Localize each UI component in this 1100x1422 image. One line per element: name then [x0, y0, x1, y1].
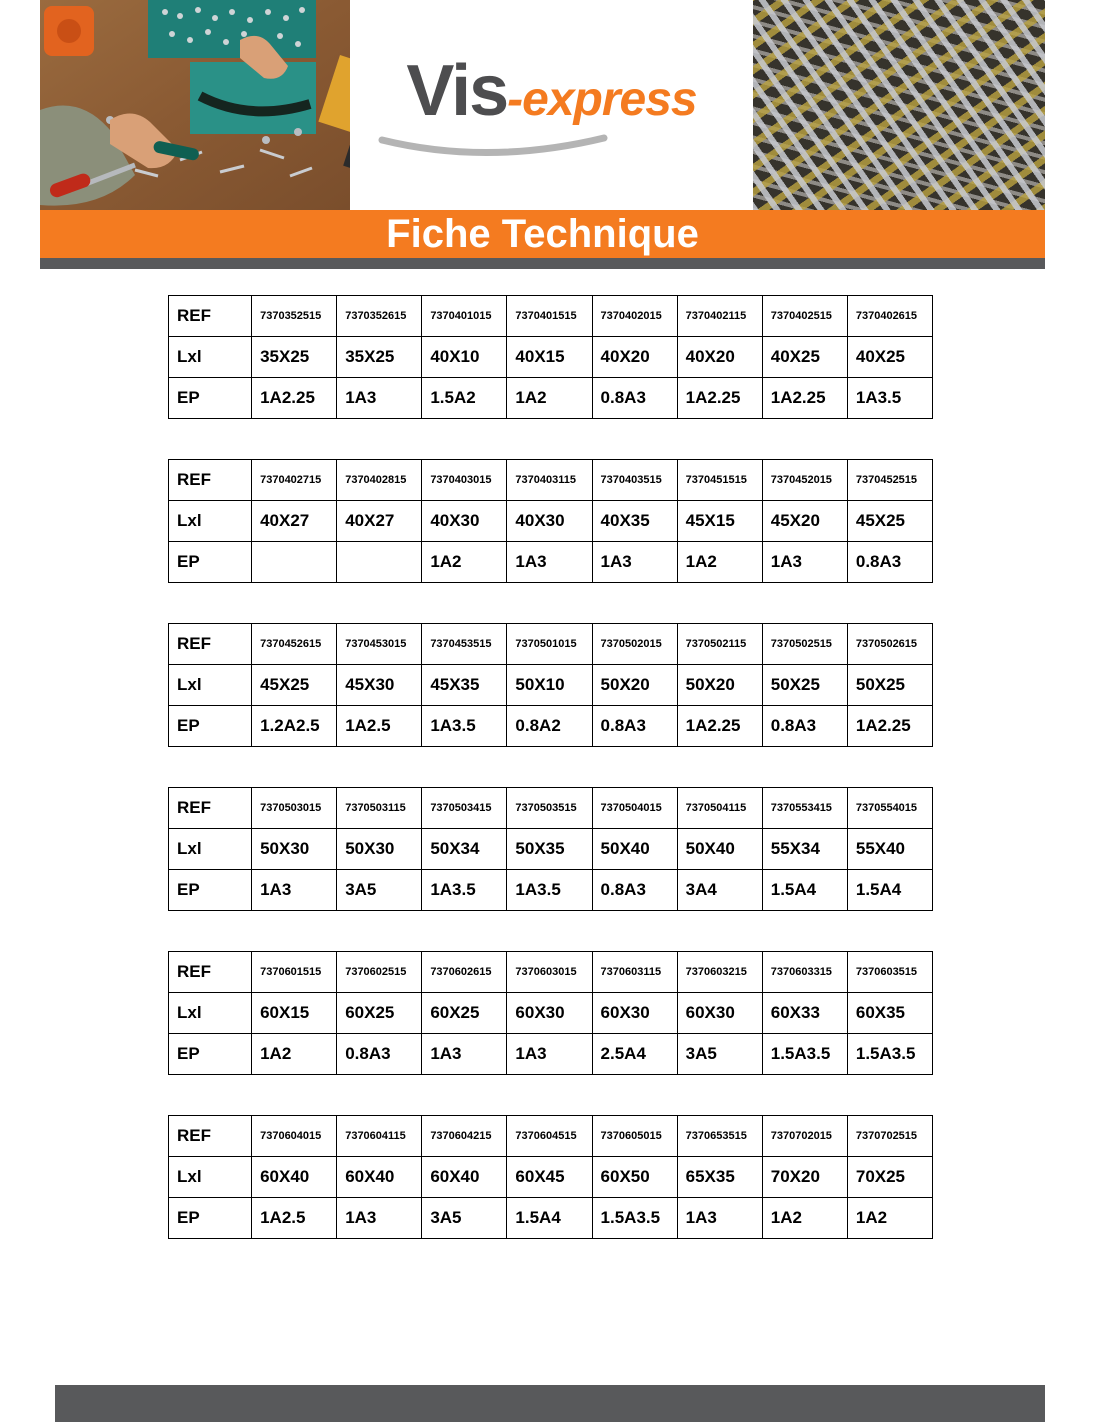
spec-table — [168, 787, 933, 911]
ep-cell: 1A2.25 — [762, 378, 847, 419]
ep-cell: 1.5A3.5 — [762, 1034, 847, 1075]
ref-cell: 7370702515 — [847, 1116, 932, 1157]
ref-cell: 7370402115 — [677, 296, 762, 337]
ep-cell: 1A3 — [507, 1034, 592, 1075]
ref-cell: 7370402615 — [847, 296, 932, 337]
ep-cell: 3A5 — [337, 870, 422, 911]
spec-table — [168, 951, 933, 1075]
lxl-cell: 40X35 — [592, 501, 677, 542]
ref-cell: 7370403115 — [507, 460, 592, 501]
ref-cell: 7370604015 — [252, 1116, 337, 1157]
ref-cell: 7370503115 — [337, 788, 422, 829]
ep-cell: 0.8A3 — [762, 706, 847, 747]
lxl-cell: 60X25 — [337, 993, 422, 1034]
ep-cell: 1.5A2 — [422, 378, 507, 419]
workbench-photo — [40, 0, 350, 210]
logo-vis: Vis — [406, 51, 508, 131]
ref-cell: 7370452015 — [762, 460, 847, 501]
row-label-ep: EP — [169, 542, 252, 583]
lxl-cell: 50X35 — [507, 829, 592, 870]
row-label-ep: EP — [169, 706, 252, 747]
table-row-lxl — [169, 501, 933, 542]
ep-cell: 1A3.5 — [422, 870, 507, 911]
ep-cell: 2.5A4 — [592, 1034, 677, 1075]
lxl-cell: 60X35 — [847, 993, 932, 1034]
ref-cell: 7370402715 — [252, 460, 337, 501]
lxl-cell: 40X27 — [252, 501, 337, 542]
lxl-cell: 50X40 — [592, 829, 677, 870]
table-row-ref — [169, 296, 933, 337]
ep-cell: 1A3 — [337, 1198, 422, 1239]
ref-cell: 7370453515 — [422, 624, 507, 665]
lxl-cell: 50X25 — [762, 665, 847, 706]
row-label-lxl: Lxl — [169, 665, 252, 706]
lxl-cell: 45X30 — [337, 665, 422, 706]
banner-underline — [40, 258, 1045, 269]
lxl-cell: 60X40 — [422, 1157, 507, 1198]
lxl-cell: 45X15 — [677, 501, 762, 542]
ep-cell: 0.8A3 — [592, 378, 677, 419]
ep-cell: 1A2.25 — [252, 378, 337, 419]
row-label-lxl: Lxl — [169, 993, 252, 1034]
row-label-ref: REF — [169, 788, 252, 829]
ep-cell: 1A3 — [762, 542, 847, 583]
lxl-cell: 45X35 — [422, 665, 507, 706]
lxl-cell: 50X10 — [507, 665, 592, 706]
lxl-cell: 60X15 — [252, 993, 337, 1034]
lxl-cell: 45X25 — [252, 665, 337, 706]
ep-cell: 1.5A4 — [507, 1198, 592, 1239]
ref-cell: 7370452515 — [847, 460, 932, 501]
ep-cell: 1.5A4 — [847, 870, 932, 911]
ref-cell: 7370503515 — [507, 788, 592, 829]
spec-table — [168, 459, 933, 583]
logo — [350, 0, 753, 210]
table-row-ref — [169, 1116, 933, 1157]
lxl-cell: 70X25 — [847, 1157, 932, 1198]
lxl-cell: 40X15 — [507, 337, 592, 378]
lxl-cell: 40X25 — [847, 337, 932, 378]
row-label-lxl: Lxl — [169, 337, 252, 378]
spec-table — [168, 295, 933, 419]
table-row-ep — [169, 378, 933, 419]
table-row-lxl — [169, 993, 933, 1034]
ref-cell: 7370503415 — [422, 788, 507, 829]
table-row-lxl — [169, 1157, 933, 1198]
lxl-cell: 50X25 — [847, 665, 932, 706]
lxl-cell: 50X34 — [422, 829, 507, 870]
ep-cell: 1A3 — [252, 870, 337, 911]
table-row-lxl — [169, 337, 933, 378]
lxl-cell: 70X20 — [762, 1157, 847, 1198]
ep-cell: 1A2.25 — [677, 706, 762, 747]
ep-cell: 1A3.5 — [847, 378, 932, 419]
ep-cell: 1A3 — [337, 378, 422, 419]
ep-cell: 3A4 — [677, 870, 762, 911]
row-label-ep: EP — [169, 870, 252, 911]
table-row-ep — [169, 542, 933, 583]
table-row-ep — [169, 1198, 933, 1239]
ref-cell: 7370453015 — [337, 624, 422, 665]
ref-cell: 7370502515 — [762, 624, 847, 665]
ref-cell: 7370702015 — [762, 1116, 847, 1157]
lxl-cell: 60X25 — [422, 993, 507, 1034]
ep-cell: 0.8A3 — [592, 870, 677, 911]
ref-cell: 7370503015 — [252, 788, 337, 829]
banner — [40, 210, 1045, 258]
lxl-cell: 55X40 — [847, 829, 932, 870]
ep-cell: 1.5A4 — [762, 870, 847, 911]
lxl-cell: 35X25 — [337, 337, 422, 378]
row-label-ref: REF — [169, 1116, 252, 1157]
lxl-cell: 65X35 — [677, 1157, 762, 1198]
lxl-cell: 40X27 — [337, 501, 422, 542]
lxl-cell: 60X30 — [677, 993, 762, 1034]
ref-cell: 7370352615 — [337, 296, 422, 337]
row-label-ref: REF — [169, 624, 252, 665]
ref-cell: 7370402815 — [337, 460, 422, 501]
ref-cell: 7370502115 — [677, 624, 762, 665]
lxl-cell: 60X30 — [592, 993, 677, 1034]
lxl-cell: 45X20 — [762, 501, 847, 542]
ref-cell: 7370605015 — [592, 1116, 677, 1157]
ep-cell: 1.2A2.5 — [252, 706, 337, 747]
lxl-cell: 50X20 — [592, 665, 677, 706]
lxl-cell: 40X30 — [507, 501, 592, 542]
ref-cell: 7370604215 — [422, 1116, 507, 1157]
table-row-ep — [169, 1034, 933, 1075]
ep-cell: 1A2 — [762, 1198, 847, 1239]
ep-cell: 0.8A3 — [847, 542, 932, 583]
footer-bar — [55, 1385, 1045, 1422]
ep-cell: 0.8A2 — [507, 706, 592, 747]
lxl-cell: 55X34 — [762, 829, 847, 870]
row-label-ep: EP — [169, 1034, 252, 1075]
ep-cell: 1A3 — [677, 1198, 762, 1239]
ref-cell: 7370604115 — [337, 1116, 422, 1157]
ref-cell: 7370451515 — [677, 460, 762, 501]
ep-cell: 1.5A3.5 — [592, 1198, 677, 1239]
lxl-cell: 50X20 — [677, 665, 762, 706]
ref-cell: 7370554015 — [847, 788, 932, 829]
spec-table — [168, 623, 933, 747]
lxl-cell: 40X20 — [677, 337, 762, 378]
ep-cell: 0.8A3 — [592, 706, 677, 747]
ref-cell: 7370501015 — [507, 624, 592, 665]
ep-cell: 1A2.5 — [252, 1198, 337, 1239]
lxl-cell: 40X25 — [762, 337, 847, 378]
ep-cell — [252, 542, 337, 583]
ep-cell: 1A2.5 — [337, 706, 422, 747]
ep-cell — [337, 542, 422, 583]
table-row-ep — [169, 870, 933, 911]
table-row-ep — [169, 706, 933, 747]
ref-cell: 7370603315 — [762, 952, 847, 993]
lxl-cell: 40X10 — [422, 337, 507, 378]
ref-cell: 7370601515 — [252, 952, 337, 993]
ref-cell: 7370502615 — [847, 624, 932, 665]
table-row-ref — [169, 624, 933, 665]
ref-cell: 7370403515 — [592, 460, 677, 501]
tables-area — [168, 295, 934, 1279]
ep-cell: 1A3 — [422, 1034, 507, 1075]
table-row-ref — [169, 460, 933, 501]
lxl-cell: 50X30 — [337, 829, 422, 870]
ep-cell: 1A3.5 — [507, 870, 592, 911]
ref-cell: 7370402515 — [762, 296, 847, 337]
ep-cell: 1.5A3.5 — [847, 1034, 932, 1075]
spec-table — [168, 1115, 933, 1239]
ep-cell: 1A2.25 — [847, 706, 932, 747]
screws-photo — [753, 0, 1045, 212]
ref-cell: 7370401015 — [422, 296, 507, 337]
ref-cell: 7370653515 — [677, 1116, 762, 1157]
row-label-lxl: Lxl — [169, 1157, 252, 1198]
row-label-ref: REF — [169, 952, 252, 993]
ep-cell: 1A3 — [507, 542, 592, 583]
lxl-cell: 60X50 — [592, 1157, 677, 1198]
table-row-lxl — [169, 829, 933, 870]
table-row-ref — [169, 952, 933, 993]
ep-cell: 3A5 — [677, 1034, 762, 1075]
lxl-cell: 60X33 — [762, 993, 847, 1034]
ref-cell: 7370502015 — [592, 624, 677, 665]
ref-cell: 7370604515 — [507, 1116, 592, 1157]
ep-cell: 1A2 — [252, 1034, 337, 1075]
ref-cell: 7370504115 — [677, 788, 762, 829]
ref-cell: 7370603015 — [507, 952, 592, 993]
ep-cell: 1A3.5 — [422, 706, 507, 747]
ref-cell: 7370602515 — [337, 952, 422, 993]
ref-cell: 7370352515 — [252, 296, 337, 337]
lxl-cell: 50X30 — [252, 829, 337, 870]
ref-cell: 7370603515 — [847, 952, 932, 993]
ref-cell: 7370452615 — [252, 624, 337, 665]
ref-cell: 7370504015 — [592, 788, 677, 829]
ep-cell: 1A2.25 — [677, 378, 762, 419]
ep-cell: 3A5 — [422, 1198, 507, 1239]
row-label-ref: REF — [169, 296, 252, 337]
lxl-cell: 45X25 — [847, 501, 932, 542]
ref-cell: 7370602615 — [422, 952, 507, 993]
ref-cell: 7370603115 — [592, 952, 677, 993]
row-label-ref: REF — [169, 460, 252, 501]
lxl-cell: 40X20 — [592, 337, 677, 378]
lxl-cell: 40X30 — [422, 501, 507, 542]
ref-cell: 7370553415 — [762, 788, 847, 829]
ep-cell: 1A2 — [422, 542, 507, 583]
lxl-cell: 60X40 — [337, 1157, 422, 1198]
row-label-ep: EP — [169, 378, 252, 419]
lxl-cell: 60X45 — [507, 1157, 592, 1198]
logo-swoosh-icon — [378, 134, 608, 160]
table-row-lxl — [169, 665, 933, 706]
ep-cell: 1A2 — [847, 1198, 932, 1239]
lxl-cell: 60X40 — [252, 1157, 337, 1198]
row-label-lxl: Lxl — [169, 501, 252, 542]
logo-express: -express — [507, 73, 697, 126]
lxl-cell: 60X30 — [507, 993, 592, 1034]
ep-cell: 0.8A3 — [337, 1034, 422, 1075]
ref-cell: 7370403015 — [422, 460, 507, 501]
ep-cell: 1A2 — [677, 542, 762, 583]
logo-text — [406, 50, 696, 132]
row-label-lxl: Lxl — [169, 829, 252, 870]
page-title: Fiche Technique — [386, 211, 699, 256]
ep-cell: 1A3 — [592, 542, 677, 583]
row-label-ep: EP — [169, 1198, 252, 1239]
table-row-ref — [169, 788, 933, 829]
ep-cell: 1A2 — [507, 378, 592, 419]
lxl-cell: 35X25 — [252, 337, 337, 378]
ref-cell: 7370402015 — [592, 296, 677, 337]
ref-cell: 7370603215 — [677, 952, 762, 993]
lxl-cell: 50X40 — [677, 829, 762, 870]
ref-cell: 7370401515 — [507, 296, 592, 337]
